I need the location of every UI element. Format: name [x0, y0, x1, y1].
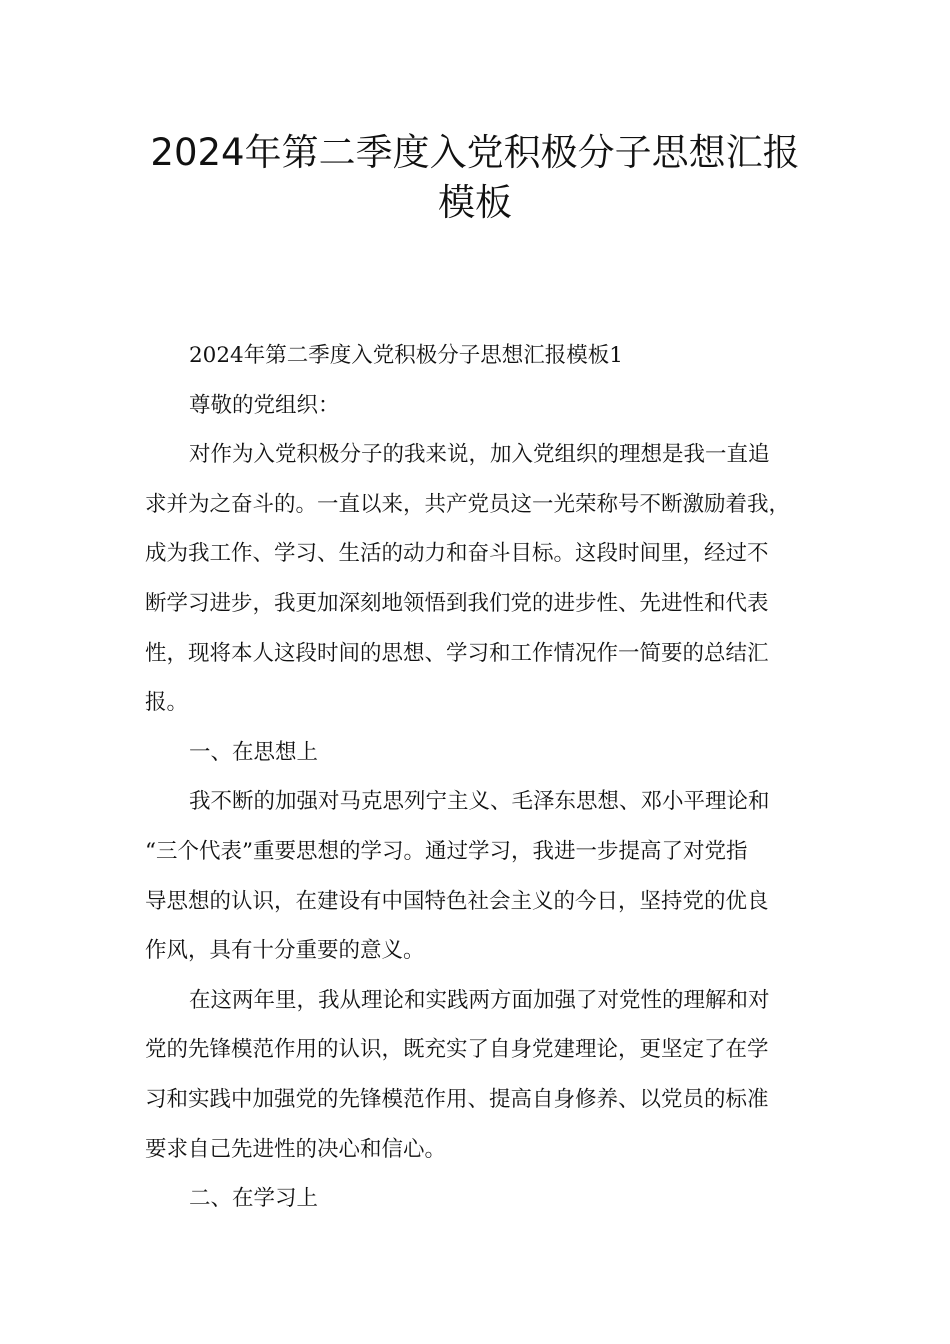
paragraph-line: 习和实践中加强党的先锋模范作用、提高自身修养、以党员的标准	[145, 1086, 769, 1112]
paragraph-line: 党的先锋模范作用的认识，既充实了自身党建理论，更坚定了在学	[145, 1037, 769, 1063]
document-body	[145, 331, 815, 1224]
paragraph-line: “三个代表”重要思想的学习。通过学习，我进一步提高了对党指	[145, 838, 748, 864]
paragraph-line: 报。	[145, 690, 189, 716]
paragraph-line: 断学习进步，我更加深刻地领悟到我们党的进步性、先进性和代表	[145, 590, 769, 616]
paragraph-line: 求并为之奋斗的。一直以来，共产党员这一光荣称号不断激励着我，	[145, 491, 791, 517]
section-heading-study: 二、在学习上	[189, 1186, 319, 1212]
paragraph-line: 作风，具有十分重要的意义。	[145, 938, 425, 964]
paragraph-thought	[145, 777, 815, 975]
paragraph-line: 要求自己先进性的决心和信心。	[145, 1136, 447, 1162]
paragraph-intro	[145, 430, 815, 728]
paragraph-line: 对作为入党积极分子的我来说，加入党组织的理想是我一直追	[189, 442, 770, 468]
paragraph-line: 在这两年里，我从理论和实践两方面加强了对党性的理解和对	[189, 987, 770, 1013]
paragraph-practice	[145, 976, 815, 1174]
title-line-1: 2024年第二季度入党积极分子思想汇报	[150, 131, 800, 174]
subtitle: 2024年第二季度入党积极分子思想汇报模板1	[189, 343, 623, 368]
section-heading-thought: 一、在思想上	[189, 739, 319, 765]
salutation: 尊敬的党组织：	[189, 392, 340, 418]
paragraph-line: 我不断的加强对马克思列宁主义、毛泽东思想、邓小平理论和	[189, 789, 770, 815]
paragraph-line: 导思想的认识，在建设有中国特色社会主义的今日，坚持党的优良	[145, 888, 769, 914]
paragraph-line: 成为我工作、学习、生活的动力和奋斗目标。这段时间里，经过不	[145, 541, 769, 567]
paragraph-line: 性，现将本人这段时间的思想、学习和工作情况作一简要的总结汇	[145, 640, 769, 666]
document-title	[0, 128, 950, 228]
title-line-2: 模板	[438, 181, 512, 224]
